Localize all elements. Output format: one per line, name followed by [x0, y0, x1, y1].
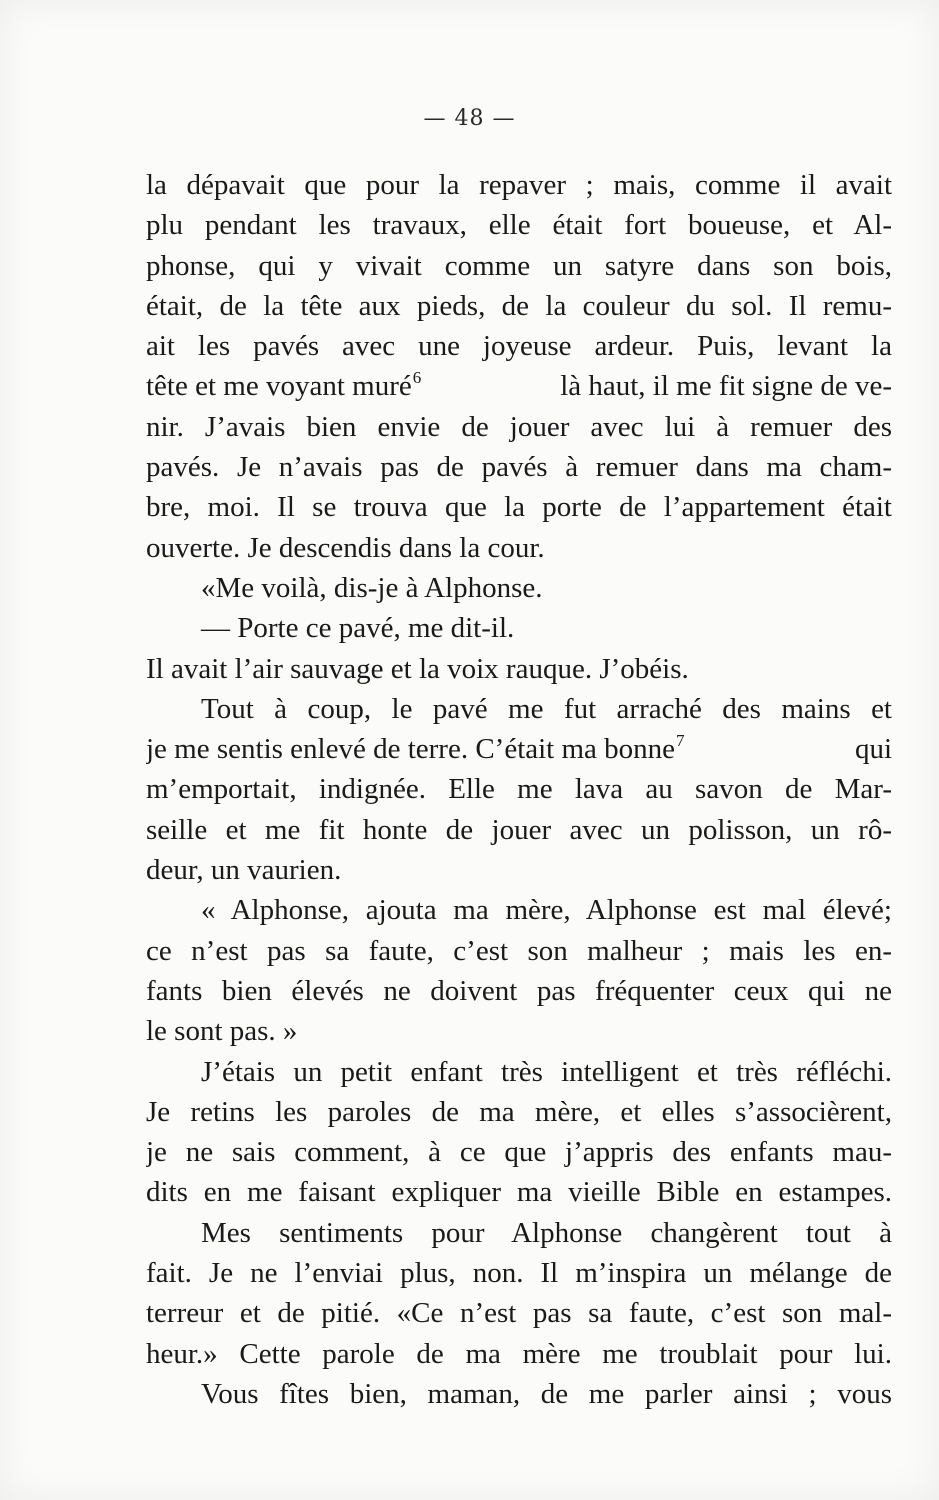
text-line: la dépavait que pour la repaver ; mais, comme il avait	[146, 169, 892, 201]
text-line: Vous fîtes bien, maman, de me parler ainsi ; vous	[201, 1377, 892, 1410]
page-number: — 48 —	[423, 106, 516, 131]
text-fragment: là haut, il me fit signe de ve-	[560, 370, 892, 403]
text-line: Mes sentiments pour Alphonse changèrent tout à	[201, 1216, 892, 1249]
text-line: seille et me fit honte de jouer avec un polisson, un rô-	[146, 813, 892, 846]
text-line-with-footnote	[146, 729, 892, 769]
text-line: je ne sais comment, à ce que j’appris des enfants mau-	[146, 1136, 892, 1169]
footnote-marker: 6	[412, 368, 422, 388]
text-line: le sont pas. »	[146, 1015, 298, 1048]
text-line-with-footnote	[146, 366, 892, 406]
text-line: pavés. Je n’avais pas de pavés à remuer dans ma cham-	[146, 451, 892, 484]
text-line: ce n’est pas sa faute, c’est son malheur ; mais les en-	[146, 934, 892, 967]
text-line: J’étais un petit enfant très intelligent et très réfléchi.	[201, 1055, 892, 1088]
text-line: phonse, qui y vivait comme un satyre dans son bois,	[146, 249, 892, 282]
text-fragment: qui	[854, 733, 892, 766]
text-line: deur, un vaurien.	[146, 854, 342, 887]
footnote-marker: 7	[676, 731, 685, 751]
text-line: fants bien élevés ne doivent pas fréquenter ceux qui ne	[146, 974, 892, 1007]
text-line: bre, moi. Il se trouva que la porte de l’appartement était	[146, 491, 892, 524]
text-line: Tout à coup, le pavé me fut arraché des mains et	[201, 692, 892, 725]
text-line: Je retins les paroles de ma mère, et elles s’associèrent,	[146, 1095, 892, 1128]
text-line: « Alphonse, ajouta ma mère, Alphonse est mal élevé;	[201, 894, 892, 927]
text-line: terreur et de pitié. «Ce n’est pas sa faute, c’est son mal-	[146, 1297, 892, 1330]
text-line: nir. J’avais bien envie de jouer avec lui à remuer des	[146, 410, 892, 443]
body-text	[146, 165, 892, 1414]
text-line: ouverte. Je descendis dans la cour.	[146, 531, 545, 564]
text-line: heur.» Cette parole de ma mère me troublait pour lui.	[146, 1337, 892, 1370]
text-line: ait les pavés avec une joyeuse ardeur. Puis, levant la	[146, 330, 892, 363]
text-fragment: tête et me voyant muré	[146, 370, 412, 403]
text-line: plu pendant les travaux, elle était fort boueuse, et Al-	[146, 209, 892, 242]
text-line: était, de la tête aux pieds, de la couleur du sol. Il remu-	[146, 289, 892, 322]
text-line: «Me voilà, dis-je à Alphonse.	[201, 571, 543, 604]
text-line: fait. Je ne l’enviai plus, non. Il m’inspira un mélange de	[146, 1257, 892, 1290]
text-line: m’emportait, indignée. Elle me lava au savon de Mar-	[146, 773, 892, 806]
text-line: Il avait l’air sauvage et la voix rauque. J’obéis.	[146, 652, 689, 685]
text-line: dits en me faisant expliquer ma vieille Bible en estampes.	[146, 1176, 892, 1209]
text-fragment: je me sentis enlevé de terre. C’était ma bonne	[146, 733, 676, 766]
text-line: — Porte ce pavé, me dit-il.	[201, 612, 515, 645]
